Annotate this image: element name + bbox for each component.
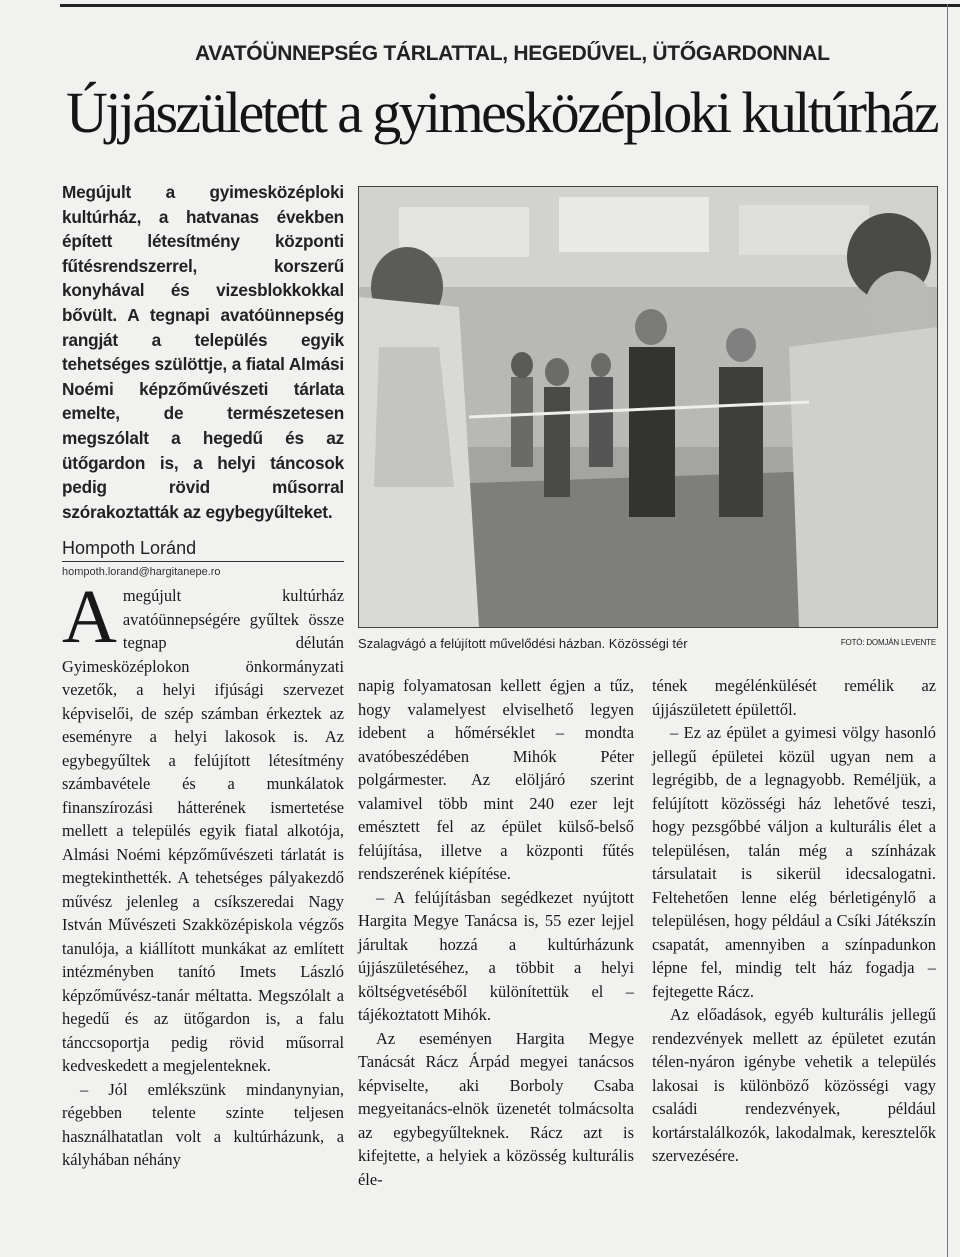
author-email: hompoth.lorand@hargitanepe.ro [62,566,221,578]
body-paragraph: Amegújult kultúrház avatóünnepségére gyűltek össze tegnap délután Gyimesközéplokon önkormányzati vezetők, a helyi ifjúsági szervezet képviselői, de szép számban érkeztek az eseményre a helyi lakosok is. Az egybegyűltek a felújított létesítmény számbavétele és a munkálatok finanszírozási hátterének ismertetése mellett a település egyik fiatal alkotója, Almási Noémi képzőművészeti tárlatát is megtekinthették. A tehetséges pályakezdő művész jelenleg a csíkszeredai Nagy István Művészeti Szakközépiskola végzős tanulója, a kiállított munkákat az említett intézményben tanító Imets László képzőművész-tanár méltatta. Megszólalt a hegedű és az ütőgardon is, a falu tánccsoportja pedig rövid műsorral kedveskedett a megjelenteknek. [62,575,344,1075]
body-paragraph: napig folyamatosan kellett égjen a tűz, hogy valamelyest elviselhető legyen idebent a hőmérséklet – mondta avatóbeszédében Mihók Péter polgármester. Az elöljáró szerint valamivel több mint 240 ezer lejt emésztett fel az épület külső-belső felújítása, illetve a központi fűtés rendszerének kiépítése. [358,676,634,883]
page-title: Újjászületett a gyimesközéploki kultúrház [66,80,938,145]
body-column-3 [652,674,936,1168]
body-paragraph: – Jól emlékszünk mindanynyian, régebben telente szinte teljesen használhatatlan volt a kultúrházunk, a kályhában néhány [62,1079,344,1169]
body-paragraph: – Ez az épület a gyimesi völgy hasonló jellegű épületei közül ugyan nem a legrégibb, de a legnagyobb. Reméljük, a felújított közösségi ház lehetővé teszi, hogy pezsgőbbé váljon a kulturális élet a településen, talán még a színházak társulatait is sikerül idecsalogatni. Feltehetően lenne elég bérletigénylő a településen, hogy például a Csíki Játékszín csapatát, amennyiben a színpadunkon lépne fel, mindig telt ház fogadja – fejtegette Rácz. [652,723,936,1001]
body-paragraph: Az előadások, egyéb kulturális jellegű rendezvények mellett az épületet ezután télen-nyáron igénybe vehetik a település lakosai is különböző közösségi vagy családi rendezvények, például kortárstalálkozók, lakodalmak, keresztelők szervezésére. [652,1005,936,1165]
body-column-1 [62,575,344,1172]
author-name: Hompoth Loránd [62,538,344,562]
column-rule [947,4,948,1257]
caption-text: Szalagvágó a felújított művelődési házban. Közösségi tér [358,636,688,651]
body-paragraph: – A felújításban segédkezet nyújtott Hargita Megye Tanácsa is, 55 ezer lejjel járultak hozzá a kultúrházunk újjászületéséhez, a többit a helyi költségvetéséből különítettük el – tájékoztatott Mihók. [358,887,634,1024]
dropcap-letter: A [62,575,117,659]
body-column-2 [358,674,634,1191]
body-paragraph: Az eseményen Hargita Megye Tanácsát Rácz Árpád megyei tanácsos képviselte, aki Borboly Csaba megyeitanács-elnök üzenetét tolmácsolta az egybegyűlteknek. Rácz azt is kifejtette, a helyiek a közösség kulturális éle- [358,1028,634,1189]
kicker-line: AVATÓÜNNEPSÉG TÁRLATTAL, HEGEDŰVEL, ÜTŐGARDONNAL [195,42,830,65]
body-paragraph: tének megélénkülését remélik az újjászületett épülettől. [652,676,936,719]
photo-caption [358,636,936,651]
article-photo [358,186,938,628]
lead-paragraph: Megújult a gyimesközéploki kultúrház, a hatvanas években épített létesítmény központi fűtésrendszerrel, korszerű konyhával és vizesblokkokkal bővült. A tegnapi avatóünnepség rangját a település egyik tehetséges szülöttje, a fiatal Almási Noémi képzőművészeti tárlata emelte, de természetesen megszólalt a hegedű és az ütőgardon is, a helyi táncosok pedig rövid műsorral szórakoztatták az egybegyűlteket. [62,182,344,522]
top-rule [60,4,960,7]
photo-credit: FOTÓ: DOMJÁN LEVENTE [840,638,936,647]
